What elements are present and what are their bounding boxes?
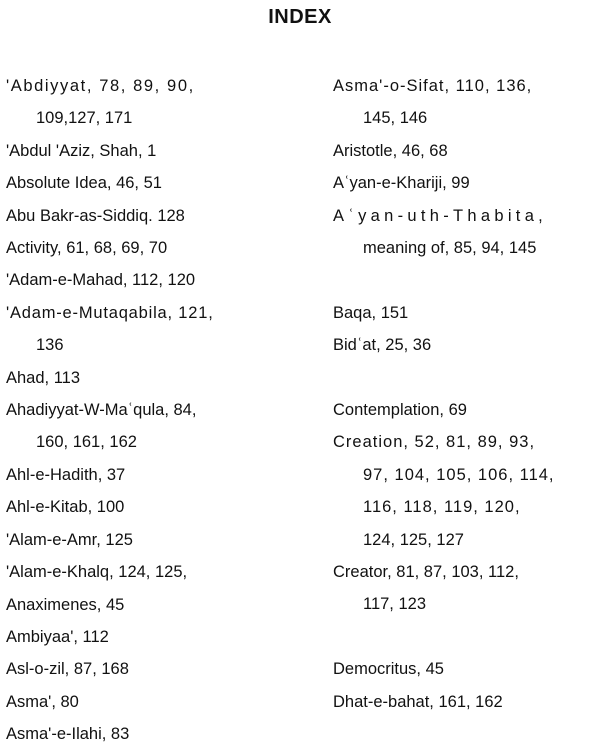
index-entry-line: Ahl-e-Kitab, 100	[6, 498, 125, 517]
index-entry-continuation: 97, 104, 105, 106, 114,	[363, 465, 555, 484]
index-entry-baqa	[333, 297, 599, 329]
index-entry-line: Aʿyan-e-Khariji, 99	[333, 174, 470, 193]
index-entry-line: Asma', 80	[6, 692, 79, 711]
index-entry-line: 'Alam-e-Amr, 125	[6, 530, 133, 549]
index-entry-line: Absolute Idea, 46, 51	[6, 174, 162, 193]
index-entry-continuation: 117, 123	[363, 595, 427, 614]
index-entry-adam-e-mutaqabila	[6, 297, 306, 362]
index-entry-line: Creation, 52, 81, 89, 93,	[333, 433, 536, 452]
index-entry-asma-o-sifat	[333, 70, 599, 135]
index-entry-ahl-e-kitab	[6, 491, 306, 523]
index-entry-line: Abu Bakr-as-Siddiq. 128	[6, 206, 185, 225]
index-entry-line: Bidʿat, 25, 36	[333, 336, 432, 355]
index-entry-line: Activity, 61, 68, 69, 70	[6, 239, 168, 258]
index-entry-line: Democritus, 45	[333, 660, 444, 679]
index-column-right	[333, 70, 599, 718]
index-entry-dhat-e-bahat	[333, 686, 599, 718]
index-entry-asma	[6, 686, 306, 718]
index-entry-activity	[6, 232, 306, 264]
index-entry-ahl-e-hadith	[6, 459, 306, 491]
index-entry-ahad	[6, 362, 306, 394]
index-entry-abu-bakr	[6, 200, 306, 232]
index-entry-line: 'Abdul 'Aziz, Shah, 1	[6, 141, 157, 160]
index-column-left	[6, 70, 306, 751]
index-entry-ayan-e-khariji	[333, 167, 599, 199]
index-entry-line: Aʿyan-uth-Thabita,	[333, 206, 548, 225]
index-entry-continuation: 124, 125, 127	[363, 530, 464, 549]
index-entry-bidat	[333, 329, 599, 361]
index-entry-abdiyyat	[6, 70, 306, 135]
index-entry-continuation: meaning of, 85, 94, 145	[363, 239, 537, 258]
section-gap	[333, 362, 599, 394]
index-entry-continuation: 160, 161, 162	[36, 433, 137, 452]
index-entry-line: Ambiyaa', 112	[6, 627, 109, 646]
index-entry-abdul-aziz	[6, 135, 306, 167]
index-entry-line: Creator, 81, 87, 103, 112,	[333, 563, 519, 582]
section-gap	[333, 264, 599, 296]
index-entry-line: Dhat-e-bahat, 161, 162	[333, 692, 503, 711]
index-entry-adam-e-mahad	[6, 264, 306, 296]
index-entry-democritus	[333, 653, 599, 685]
index-entry-line: Ahad, 113	[6, 368, 81, 387]
index-entry-line: Aristotle, 46, 68	[333, 141, 448, 160]
index-entry-line: 'Alam-e-Khalq, 124, 125,	[6, 563, 188, 582]
index-entry-line: Ahadiyyat-W-Maʿqula, 84,	[6, 401, 197, 420]
section-gap	[333, 621, 599, 653]
index-entry-line: Contemplation, 69	[333, 401, 467, 420]
index-entry-line: Asma'-e-Ilahi, 83	[6, 725, 130, 744]
index-entry-ambiyaa	[6, 621, 306, 653]
index-entry-asma-e-ilahi	[6, 718, 306, 750]
index-entry-alam-e-amr	[6, 524, 306, 556]
index-entry-line: Asl-o-zil, 87, 168	[6, 660, 129, 679]
index-entry-line: 'Abdiyyat, 78, 89, 90,	[6, 77, 195, 95]
index-entry-continuation: 109,127, 171	[36, 109, 133, 128]
index-entry-asl-o-zil	[6, 653, 306, 685]
index-entry-contemplation	[333, 394, 599, 426]
index-entry-ahadiyyat	[6, 394, 306, 459]
index-entry-creation	[333, 426, 599, 556]
index-entry-alam-e-khalq	[6, 556, 306, 588]
index-entry-continuation: 116, 118, 119, 120,	[363, 498, 521, 517]
index-entry-anaximenes	[6, 589, 306, 621]
index-entry-creator	[333, 556, 599, 621]
index-entry-ayan-uth-thabita	[333, 200, 599, 265]
index-entry-continuation: 145, 146	[363, 109, 428, 128]
index-entry-line: Baqa, 151	[333, 303, 409, 322]
index-entry-absolute-idea	[6, 167, 306, 199]
page-title: INDEX	[268, 6, 332, 28]
index-entry-line: Anaximenes, 45	[6, 595, 125, 614]
index-entry-line: Asma'-o-Sifat, 110, 136,	[333, 77, 533, 95]
index-entry-line: 'Adam-e-Mahad, 112, 120	[6, 271, 196, 290]
index-entry-aristotle	[333, 135, 599, 167]
index-entry-line: Ahl-e-Hadith, 37	[6, 465, 126, 484]
index-entry-continuation: 136	[36, 336, 64, 355]
index-entry-line: 'Adam-e-Mutaqabila, 121,	[6, 303, 214, 322]
